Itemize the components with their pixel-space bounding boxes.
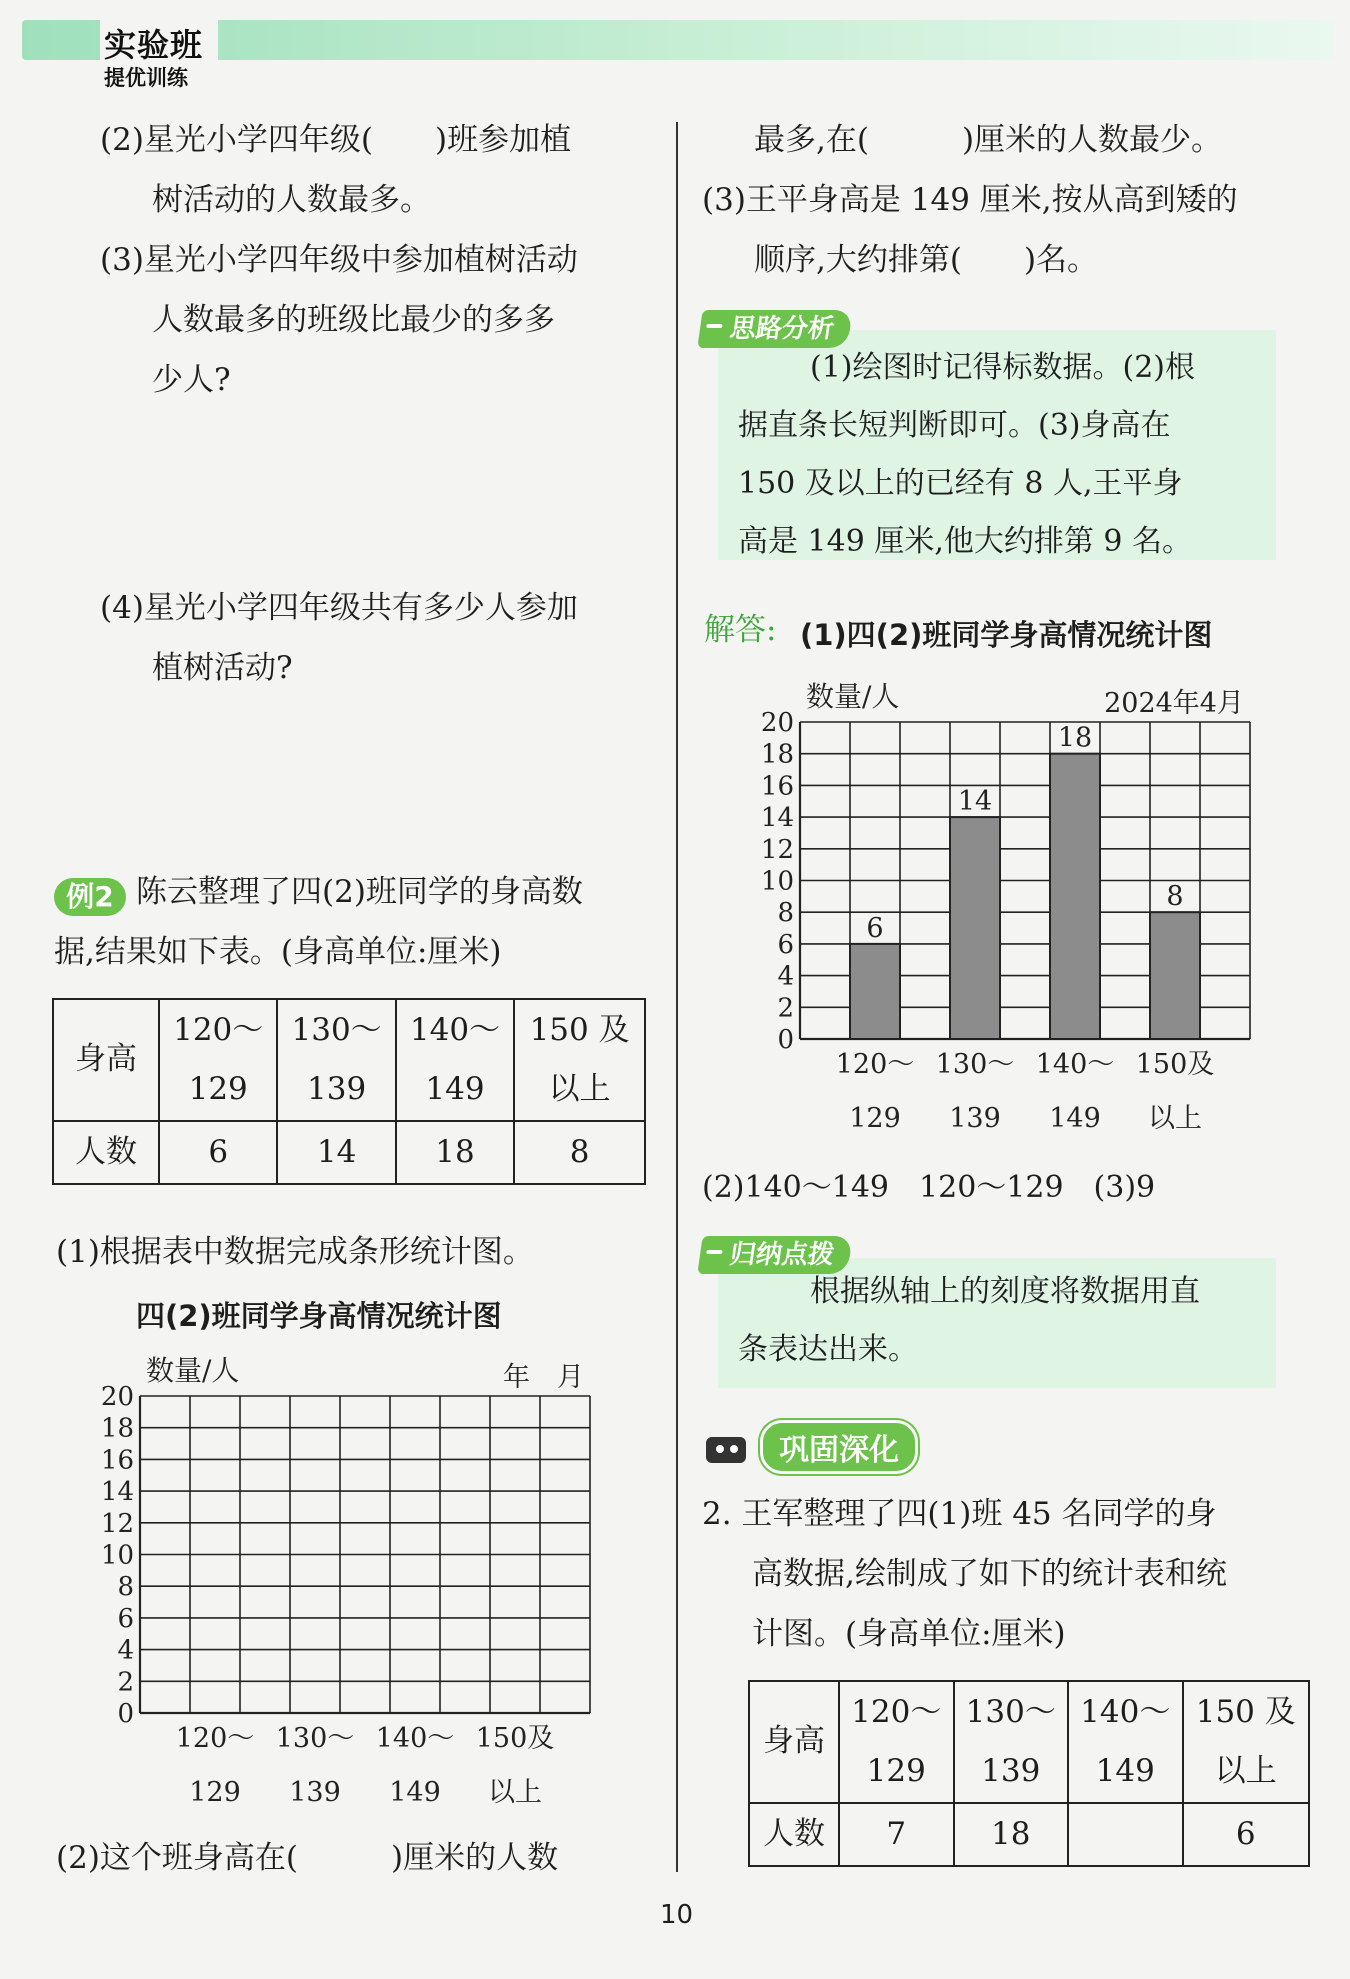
summary-line1: 根据纵轴上的刻度将数据用直 (810, 1274, 1200, 1309)
p2-line3: 计图。(身高单位:厘米) (752, 1616, 1066, 1652)
x-tick-label: 120～ (175, 1723, 255, 1754)
x-tick-label: 130～ (275, 1723, 355, 1754)
table-row (749, 1681, 1309, 1803)
analysis-line1: (1)绘图时记得标数据。(2)根 (810, 350, 1195, 385)
bar (1050, 754, 1100, 1039)
count-cell: 18 (396, 1121, 514, 1184)
summary-line2: 条表达出来。 (738, 1332, 918, 1367)
blank-chart (80, 1340, 610, 1810)
column-divider (676, 122, 678, 1872)
table-row (749, 1803, 1309, 1866)
x-tick-label: 149 (1049, 1103, 1101, 1134)
count-cell: 7 (839, 1803, 954, 1866)
q2-line1: (2)星光小学四年级( )班参加植 (100, 122, 572, 158)
robot-icon (700, 1427, 754, 1467)
height-table-2 (748, 1680, 1310, 1867)
example-badge: 例2 (54, 878, 126, 916)
date-label: 2024年4月 (1104, 688, 1244, 719)
x-tick-label: 139 (949, 1103, 1001, 1134)
right-q3-line2: 顺序,大约排第( )名。 (754, 242, 1099, 278)
count-cell: 18 (954, 1803, 1069, 1866)
x-tick-label: 129 (849, 1103, 901, 1134)
x-tick-label: 140～ (375, 1723, 455, 1754)
y-tick-label: 16 (100, 1445, 134, 1476)
range-cell: 150 及 以上 (1183, 1681, 1310, 1803)
x-tick-label: 149 (389, 1777, 441, 1808)
y-tick-label: 20 (760, 708, 794, 738)
range-cell: 140～ 149 (1068, 1681, 1183, 1803)
bar (1150, 912, 1200, 1039)
x-tick-label: 150及 (475, 1723, 555, 1754)
y-tick-label: 0 (117, 1699, 134, 1729)
row-label-height: 身高 (53, 999, 159, 1121)
y-tick-label: 6 (117, 1603, 134, 1634)
y-tick-label: 18 (760, 739, 794, 770)
bar-value-label: 8 (1166, 881, 1184, 913)
answer-label: 解答: (704, 612, 777, 648)
y-tick-label: 6 (777, 929, 794, 960)
example-line1: 陈云整理了四(2)班同学的身高数 (136, 874, 583, 910)
y-tick-label: 14 (100, 1477, 134, 1508)
example-line2: 据,结果如下表。(身高单位:厘米) (54, 934, 502, 970)
y-tick-label: 4 (117, 1635, 134, 1666)
y-tick-label: 16 (760, 771, 794, 802)
range-cell: 150 及 以上 (514, 999, 645, 1121)
x-tick-label: 140～ (1035, 1049, 1115, 1080)
analysis-line3: 150 及以上的已经有 8 人,王平身 (738, 466, 1183, 501)
count-cell: 14 (277, 1121, 395, 1184)
y-axis-label: 数量/人 (146, 1354, 240, 1387)
q3-line1: (3)星光小学四年级中参加植树活动 (100, 242, 578, 278)
page-number: 10 (660, 1900, 694, 1930)
analysis-line2: 据直条长短判断即可。(3)身高在 (738, 408, 1171, 443)
y-tick-label: 2 (777, 993, 794, 1024)
row-label-count: 人数 (749, 1803, 839, 1866)
table-row (53, 1121, 645, 1184)
right-q3-line1: (3)王平身高是 149 厘米,按从高到矮的 (702, 182, 1238, 218)
p2-line2: 高数据,绘制成了如下的统计表和统 (752, 1556, 1227, 1592)
y-tick-label: 12 (100, 1508, 134, 1539)
count-cell: 6 (1183, 1803, 1310, 1866)
section-badge (700, 1424, 918, 1470)
date-label: 年 月 (503, 1362, 584, 1393)
section-label: 巩固深化 (760, 1420, 918, 1474)
row-label-height: 身高 (749, 1681, 839, 1803)
blank-chart-title: 四(2)班同学身高情况统计图 (136, 1299, 502, 1333)
x-tick-label: 130～ (935, 1049, 1015, 1080)
header-band (22, 20, 1334, 60)
answer-chart-title: (1)四(2)班同学身高情况统计图 (800, 618, 1213, 652)
bar-value-label: 6 (866, 912, 884, 944)
y-tick-label: 4 (777, 961, 794, 992)
q2-line2: 树活动的人数最多。 (152, 182, 431, 218)
range-cell: 130～ 139 (277, 999, 395, 1121)
y-tick-label: 10 (760, 866, 794, 897)
bar-value-label: 18 (1057, 722, 1093, 754)
range-cell: 140～ 149 (396, 999, 514, 1121)
y-tick-label: 8 (117, 1572, 134, 1603)
height-table (52, 998, 646, 1185)
analysis-line4: 高是 149 厘米,他大约排第 9 名。 (738, 524, 1193, 559)
bar (950, 817, 1000, 1039)
x-tick-label: 以上 (1148, 1103, 1202, 1134)
row-label-count: 人数 (53, 1121, 159, 1184)
q4-line1: (4)星光小学四年级共有多少人参加 (100, 590, 578, 626)
task1-text: (1)根据表中数据完成条形统计图。 (56, 1234, 534, 1270)
count-cell (1068, 1803, 1183, 1866)
x-tick-label: 以上 (488, 1777, 542, 1808)
y-tick-label: 18 (100, 1413, 134, 1444)
count-cell: 8 (514, 1121, 645, 1184)
y-axis-label: 数量/人 (806, 680, 900, 713)
y-tick-label: 8 (777, 898, 794, 929)
q3-line2: 人数最多的班级比最少的多多 (152, 302, 555, 338)
bar-value-label: 14 (957, 786, 993, 818)
y-tick-label: 10 (100, 1540, 134, 1571)
brand-subtitle: 提优训练 (104, 66, 188, 90)
q2-continuation: 最多,在( )厘米的人数最少。 (754, 122, 1223, 158)
q4-line2: 植树活动? (152, 650, 293, 686)
brand-title: 实验班 (104, 26, 204, 64)
answer-rest: (2)140～149 120～129 (3)9 (702, 1170, 1156, 1205)
x-tick-label: 150及 (1135, 1049, 1215, 1080)
y-tick-label: 12 (760, 834, 794, 865)
y-tick-label: 0 (777, 1025, 794, 1055)
p2-line1: 2. 王军整理了四(1)班 45 名同学的身 (702, 1496, 1217, 1532)
x-tick-label: 120～ (835, 1049, 915, 1080)
task2-left-text: (2)这个班身高在( )厘米的人数 (56, 1840, 559, 1876)
x-tick-label: 139 (289, 1777, 341, 1808)
range-cell: 120～ 129 (159, 999, 277, 1121)
range-cell: 130～ 139 (954, 1681, 1069, 1803)
q3-line3: 少人? (152, 362, 231, 398)
count-cell: 6 (159, 1121, 277, 1184)
table-row (53, 999, 645, 1121)
analysis-tag: 思路分析 (697, 310, 852, 348)
y-tick-label: 2 (117, 1667, 134, 1698)
summary-tag: 归纳点拨 (697, 1236, 852, 1274)
y-tick-label: 14 (760, 803, 794, 834)
range-cell: 120～ 129 (839, 1681, 954, 1803)
x-tick-label: 129 (189, 1777, 241, 1808)
y-tick-label: 20 (100, 1382, 134, 1412)
answer-chart (740, 666, 1300, 1146)
bar (850, 944, 900, 1039)
